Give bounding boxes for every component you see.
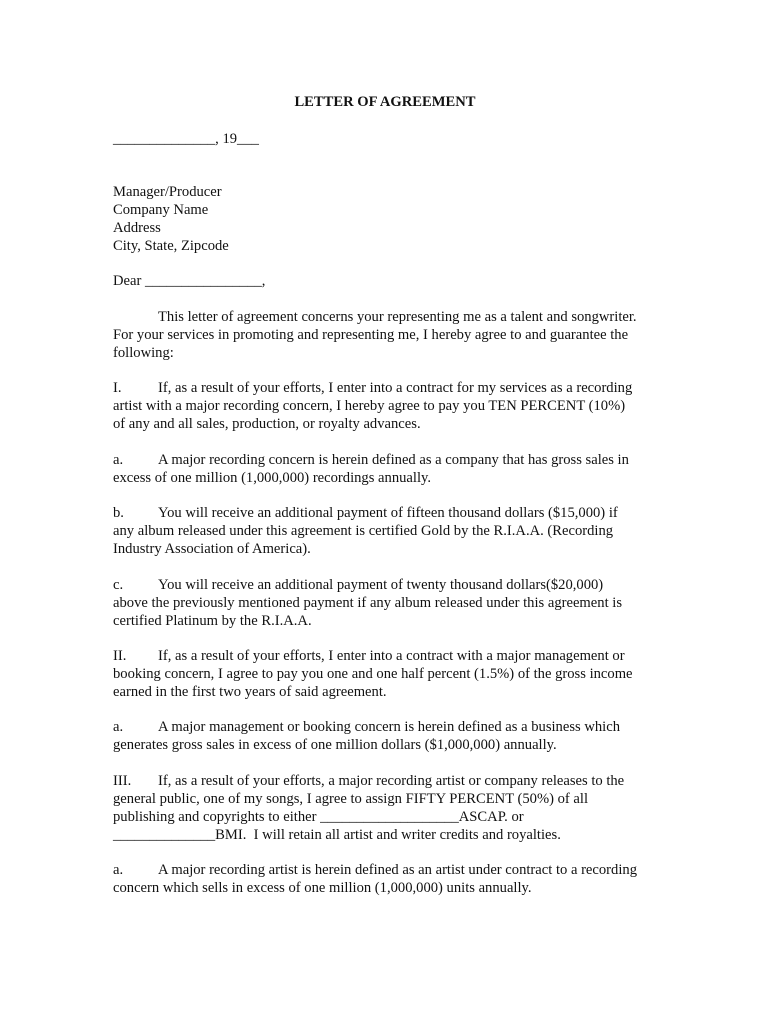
section-ii-a: [113, 718, 673, 754]
section-iii-a-row-1: A major recording artist is herein defined as an artist under contract to a recording: [158, 862, 637, 878]
section-i-b: [113, 504, 673, 558]
section-ii-a-row-1: A major management or booking concern is herein defined as a business which: [158, 719, 621, 735]
section-i-b-row-1: You will receive an additional payment of fifteen thousand dollars ($15,000) if: [158, 505, 618, 521]
section-i-b-label: b.: [113, 505, 124, 521]
section-iii-row-4: ______________BMI. I will retain all artist and writer credits and royalties.: [113, 827, 561, 843]
intro-row-1: This letter of agreement concerns your representing me as a talent and songwriter.: [158, 309, 637, 325]
section-i-a-label: a.: [113, 452, 124, 468]
salutation: Dear ________________,: [113, 273, 266, 289]
recipient-line-2: Company Name: [113, 202, 209, 218]
recipient-address: [113, 183, 673, 255]
section-ii-row-2: booking concern, I agree to pay you one and one half percent (1.5%) of the gross income: [113, 666, 633, 682]
section-ii: [113, 647, 673, 701]
recipient-line-4: City, State, Zipcode: [113, 238, 229, 254]
section-iii-label: III.: [113, 773, 132, 789]
section-iii-row-1: If, as a result of your efforts, a major recording artist or company releases to the: [158, 773, 625, 789]
date-line: ______________, 19___: [113, 131, 259, 147]
section-i-b-row-3: Industry Association of America).: [113, 541, 311, 557]
section-i-c-label: c.: [113, 577, 124, 593]
section-i-b-row-2: any album released under this agreement is certified Gold by the R.I.A.A. (Recording: [113, 523, 614, 539]
section-i-c-row-3: certified Platinum by the R.I.A.A.: [113, 613, 312, 629]
section-i-a-row-2: excess of one million (1,000,000) recordings annually.: [113, 470, 432, 486]
section-ii-row-1: If, as a result of your efforts, I enter into a contract with a major management or: [158, 648, 625, 664]
section-i-a: [113, 451, 673, 487]
section-i: [113, 379, 673, 433]
section-iii-row-3: publishing and copyrights to either ___________________ASCAP. or: [113, 809, 524, 825]
intro-paragraph: [113, 308, 673, 362]
section-i-c-row-2: above the previously mentioned payment if any album released under this agreement is: [113, 595, 622, 611]
section-ii-a-label: a.: [113, 719, 124, 735]
document-title: LETTER OF AGREEMENT: [294, 94, 476, 110]
section-i-row-3: of any and all sales, production, or royalty advances.: [113, 416, 421, 432]
section-i-c: [113, 576, 673, 630]
section-ii-label: II.: [113, 648, 127, 664]
section-i-row-1: If, as a result of your efforts, I enter into a contract for my services as a recording: [158, 380, 633, 396]
section-iii-a: [113, 861, 673, 897]
section-ii-a-row-2: generates gross sales in excess of one million dollars ($1,000,000) annually.: [113, 737, 557, 753]
section-i-a-row-1: A major recording concern is herein defined as a company that has gross sales in: [158, 452, 629, 468]
section-iii-a-label: a.: [113, 862, 124, 878]
recipient-line-1: Manager/Producer: [113, 184, 222, 200]
section-i-label: I.: [113, 380, 122, 396]
section-ii-row-3: earned in the first two years of said agreement.: [113, 684, 387, 700]
section-i-c-row-1: You will receive an additional payment of twenty thousand dollars($20,000): [158, 577, 604, 593]
section-iii-a-row-2: concern which sells in excess of one million (1,000,000) units annually.: [113, 880, 532, 896]
recipient-line-3: Address: [113, 220, 161, 236]
section-iii-row-2: general public, one of my songs, I agree to assign FIFTY PERCENT (50%) of all: [113, 791, 589, 807]
section-iii: [113, 772, 673, 844]
section-i-row-2: artist with a major recording concern, I hereby agree to pay you TEN PERCENT (10%): [113, 398, 626, 414]
intro-row-3: following:: [113, 345, 174, 361]
intro-row-2: For your services in promoting and representing me, I hereby agree to and guarantee the: [113, 327, 629, 343]
